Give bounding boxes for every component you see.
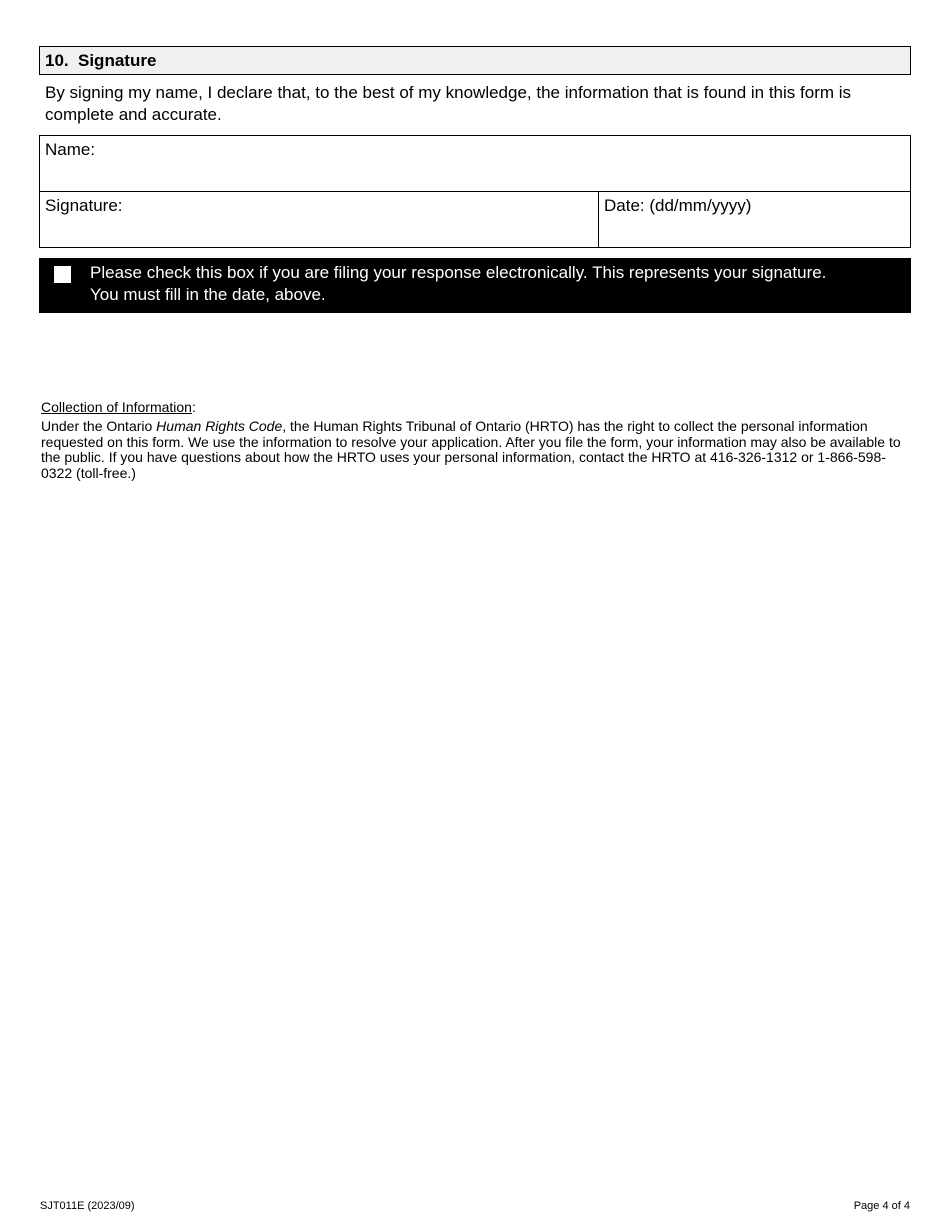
name-label: Name: [45, 140, 96, 159]
name-cell [40, 136, 910, 192]
collection-heading-colon: : [191, 399, 196, 415]
electronic-filing-checkbox[interactable] [54, 266, 71, 283]
electronic-filing-bar [39, 258, 911, 313]
electronic-filing-text [90, 262, 905, 306]
page-number: Page 4 of 4 [853, 1200, 910, 1212]
collection-heading [41, 399, 196, 415]
electronic-filing-line-1: Please check this box if you are filing your response electronically. This represents your signature. [90, 263, 827, 282]
date-field[interactable] [604, 221, 905, 243]
collection-body [41, 419, 906, 481]
name-field[interactable] [45, 165, 905, 187]
signature-cell [40, 192, 599, 247]
signature-label: Signature: [45, 196, 123, 215]
electronic-filing-line-2: You must fill in the date, above. [90, 285, 326, 304]
section-number: 10. [45, 51, 69, 70]
section-header [39, 46, 911, 75]
collection-body-italic: Human Rights Code [156, 418, 283, 434]
signature-field[interactable] [45, 221, 593, 243]
collection-body-part-2: , the Human Rights Tribunal of Ontario (HRTO) has the right to collect the personal information requested on this form. We use the information to resolve your application. After you file the form, your information may also be available to the public. If you have questions about how the HRTO uses your personal information, contact the HRTO at 416-326-1312 or 1-866-598-0322 (toll-free.) [41, 418, 901, 481]
form-code: SJT011E (2023/09) [40, 1200, 135, 1212]
declaration-text: By signing my name, I declare that, to the best of my knowledge, the information that is found in this form is complete and accurate. [45, 83, 852, 124]
date-cell [599, 192, 910, 247]
collection-body-part-1: Under the Ontario [41, 418, 157, 434]
signature-box [39, 135, 911, 248]
date-label: Date: (dd/mm/yyyy) [604, 196, 752, 215]
section-title: Signature [78, 51, 157, 70]
collection-heading-label: Collection of Information [41, 399, 192, 415]
